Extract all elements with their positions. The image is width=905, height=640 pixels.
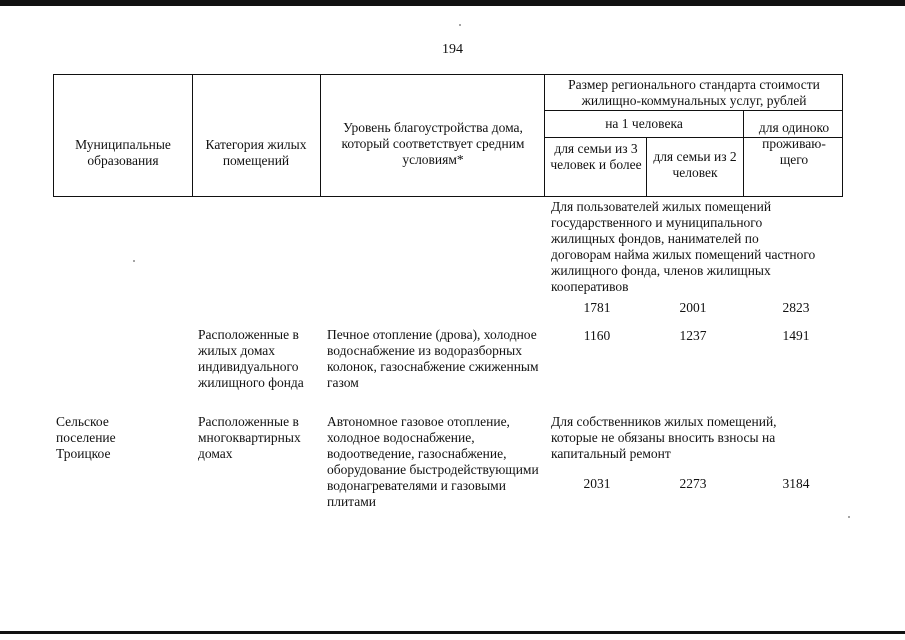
scan-speck [133,260,135,262]
header-municipal: Муниципальные образования [75,137,171,168]
header-top-line [53,74,843,75]
level-gas: Автономное газовое отопление, холодное водоснабжение, водоотведение, газоснабжение, оборудование быстродействующими водонагревателями и газовыми плитами [327,414,539,509]
page-top-border [0,0,905,6]
header-left-line [53,74,54,197]
scan-speck [459,24,461,26]
header-family3: для семьи из 3 человек и более [550,141,642,172]
scan-speck [848,516,850,518]
category-individual: Расположенные в жилых домах индивидуального жилищного фонда [198,327,304,390]
header-col-line-2 [320,74,321,197]
header-bottom-line [53,196,843,197]
row3-single-value: 3184 [782,476,810,491]
category-apartment: Расположенные в многоквартирных домах [198,414,301,461]
header-category: Категория жилых помещений [205,137,307,168]
row1-single-value: 2823 [782,300,810,315]
header-per-person: на 1 человека [605,116,683,131]
row2-family3-value: 1160 [583,328,611,343]
users-note: Для пользователей жилых помещений государственного и муниципального жилищных фондов, нанимателей по договорам найма жилых помещений частного жилищного фонда, членов жилищных кооперативов [551,199,816,294]
row1-family2-value: 2001 [679,300,707,315]
header-standard: Размер регионального стандарта стоимости жилищно-коммунальных услуг, рублей [568,77,820,108]
page-bottom-border [0,631,905,634]
row1-family3-value: 1781 [583,300,611,315]
header-single: для одиноко проживаю-щего [758,120,830,167]
row2-family2-value: 1237 [679,328,707,343]
header-col-line-1 [192,74,193,197]
page-number: 194 [442,42,463,57]
row3-family3-value: 2031 [583,476,611,491]
header-family2: для семьи из 2 человек [653,149,737,180]
row3-family2-value: 2273 [679,476,707,491]
municipality-name: Сельское поселение Троицкое [56,414,116,461]
header-col-line-3 [544,74,545,197]
level-stove: Печное отопление (дрова), холодное водоснабжение из водоразборных колонок, газоснабжение сжиженным газом [327,327,539,390]
row2-single-value: 1491 [782,328,810,343]
standard-divider-line [544,110,843,111]
header-right-line [842,74,843,197]
header-level: Уровень благоустройства дома, который соответствует средним условиям* [341,120,525,167]
header-col-line-5 [743,110,744,197]
owners-note: Для собственников жилых помещений, которые не обязаны вносить взносы на капитальный ремонт [551,414,777,461]
header-col-line-4 [646,137,647,197]
